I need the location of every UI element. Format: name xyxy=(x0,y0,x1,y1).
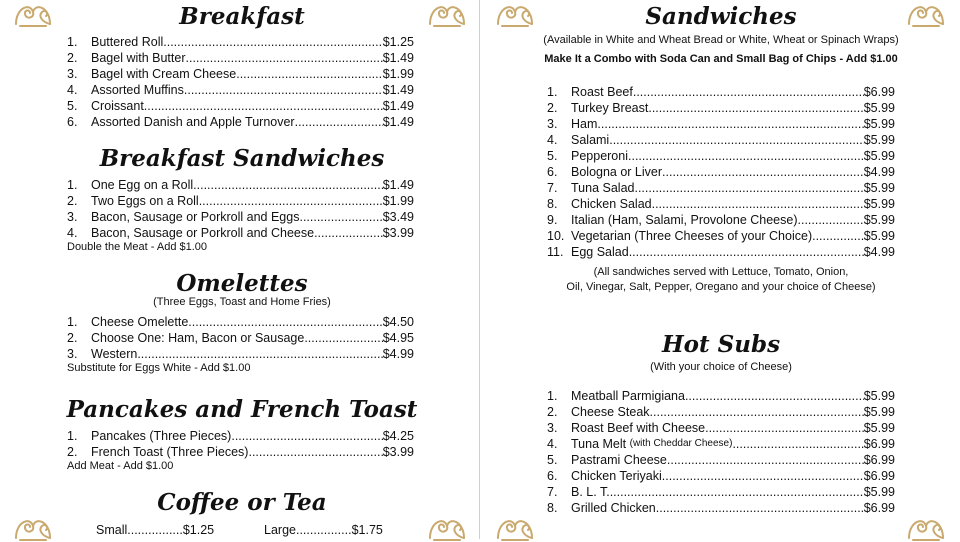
item-name: Meatball Parmigiana xyxy=(571,389,685,403)
item-price: $5.99 xyxy=(863,117,895,131)
item-price: $5.99 xyxy=(863,213,895,227)
item-number: 1. xyxy=(547,389,558,403)
leader-dots xyxy=(597,116,863,132)
leader-dots xyxy=(199,193,383,209)
leader-dots xyxy=(628,148,864,164)
item-price: $6.99 xyxy=(863,437,895,451)
hot-subs-title: Hot Subs xyxy=(661,331,781,358)
item-name: B. L. T. xyxy=(571,485,610,499)
menu-item xyxy=(67,444,414,460)
item-detail: (with Cheddar Cheese) xyxy=(629,438,733,449)
leader-dots xyxy=(314,225,383,241)
item-name: Ham xyxy=(571,117,598,131)
menu-item xyxy=(547,436,895,452)
item-number: 1. xyxy=(67,429,78,443)
item-price: $1.99 xyxy=(382,67,414,81)
leader-dots xyxy=(295,114,383,130)
pancakes-note: Add Meat - Add $1.00 xyxy=(67,460,174,472)
item-number: 7. xyxy=(547,485,558,499)
coffee-small-price: $1.25 xyxy=(182,523,215,537)
item-number: 2. xyxy=(547,405,558,419)
sandwiches-list xyxy=(547,84,895,260)
menu-item xyxy=(67,34,414,50)
item-price: $5.99 xyxy=(863,101,895,115)
leader-dots xyxy=(144,98,383,114)
menu-item xyxy=(547,84,895,100)
leader-dots xyxy=(662,164,864,180)
omelettes-list xyxy=(67,314,414,362)
sandwiches-combo-note: Make It a Combo with Soda Can and Small Bag of Chips - Add $1.00 xyxy=(544,53,898,65)
menu-item xyxy=(67,193,414,209)
coffee-small-row xyxy=(96,523,214,537)
coffee-large-row xyxy=(264,523,383,537)
leader-dots xyxy=(163,34,382,50)
item-price: $5.99 xyxy=(863,485,895,499)
leader-dots xyxy=(656,500,864,516)
item-number: 5. xyxy=(67,99,78,113)
item-number: 3. xyxy=(67,67,78,81)
item-name: Pancakes (Three Pieces) xyxy=(91,429,232,443)
sandwiches-subtitle: (Available in White and Wheat Bread or White, Wheat or Spinach Wraps) xyxy=(543,34,899,46)
item-number: 3. xyxy=(547,117,558,131)
leader-dots xyxy=(667,452,864,468)
item-price: $1.49 xyxy=(382,178,414,192)
item-number: 6. xyxy=(67,115,78,129)
leader-dots xyxy=(732,436,863,452)
item-price: $6.99 xyxy=(863,469,895,483)
breakfast-sandwiches-title: Breakfast Sandwiches xyxy=(99,145,385,172)
item-price: $1.49 xyxy=(382,115,414,129)
ornament-icon xyxy=(494,512,536,542)
item-name: Egg Salad xyxy=(571,245,629,259)
breakfast-list xyxy=(67,34,414,130)
leader-dots xyxy=(629,244,864,260)
item-number: 4. xyxy=(547,133,558,147)
menu-item xyxy=(547,116,895,132)
leader-dots xyxy=(186,50,383,66)
item-number: 2. xyxy=(67,51,78,65)
item-name: Bacon, Sausage or Porkroll and Eggs xyxy=(91,210,300,224)
item-name: Tuna Salad xyxy=(571,181,635,195)
item-price: $4.95 xyxy=(382,331,414,345)
leader-dots xyxy=(685,388,864,404)
leader-dots xyxy=(184,82,383,98)
leader-dots xyxy=(705,420,864,436)
leader-dots xyxy=(236,66,383,82)
menu-item xyxy=(67,314,414,330)
item-number: 4. xyxy=(67,83,78,97)
item-number: 1. xyxy=(67,35,78,49)
item-price: $5.99 xyxy=(863,197,895,211)
item-number: 10. xyxy=(547,229,565,243)
item-number: 3. xyxy=(547,421,558,435)
item-number: 2. xyxy=(67,194,78,208)
item-price: $3.49 xyxy=(382,210,414,224)
item-name: Roast Beef xyxy=(571,85,633,99)
item-name: Choose One: Ham, Bacon or Sausage xyxy=(91,331,305,345)
item-name: Pastrami Cheese xyxy=(571,453,667,467)
menu-item xyxy=(67,114,414,130)
menu-item xyxy=(67,330,414,346)
menu-item xyxy=(547,244,895,260)
leader-dots xyxy=(609,132,864,148)
omelettes-subtitle: (Three Eggs, Toast and Home Fries) xyxy=(153,296,331,308)
omelettes-note: Substitute for Eggs White - Add $1.00 xyxy=(67,362,251,374)
item-name: Salami xyxy=(571,133,610,147)
sandwiches-footer-2: Oil, Vinegar, Salt, Pepper, Oregano and your choice of Cheese) xyxy=(566,281,876,293)
left-menu-page xyxy=(0,0,480,539)
menu-item xyxy=(547,420,895,436)
item-number: 8. xyxy=(547,501,558,515)
menu-item xyxy=(547,196,895,212)
leader-dots xyxy=(193,177,383,193)
item-name: Chicken Teriyaki xyxy=(571,469,662,483)
coffee-large-price: $1.75 xyxy=(351,523,383,537)
item-price: $6.99 xyxy=(863,501,895,515)
item-number: 4. xyxy=(67,226,78,240)
item-name: Bologna or Liver xyxy=(571,165,663,179)
item-name: Assorted Danish and Apple Turnover xyxy=(91,115,295,129)
right-menu-page xyxy=(480,0,960,539)
leader-dots xyxy=(137,346,382,362)
item-price: $1.49 xyxy=(382,99,414,113)
leader-dots xyxy=(648,100,863,116)
item-number: 1. xyxy=(547,85,558,99)
leader-dots xyxy=(610,484,864,500)
leader-dots xyxy=(662,468,864,484)
menu-item xyxy=(547,404,895,420)
menu-item xyxy=(67,209,414,225)
item-name: Assorted Muffins xyxy=(91,83,184,97)
menu-item xyxy=(67,428,414,444)
item-price: $5.99 xyxy=(863,181,895,195)
item-name: Cheese Steak xyxy=(571,405,650,419)
item-number: 2. xyxy=(67,445,78,459)
item-number: 2. xyxy=(67,331,78,345)
ornament-icon xyxy=(12,512,54,542)
menu-item xyxy=(67,225,414,241)
item-number: 2. xyxy=(547,101,558,115)
menu-item xyxy=(547,452,895,468)
item-name: Croissant xyxy=(91,99,144,113)
item-number: 9. xyxy=(547,213,558,227)
item-price: $3.99 xyxy=(382,445,414,459)
leader-dots xyxy=(299,209,382,225)
item-number: 3. xyxy=(67,347,78,361)
leader-dots xyxy=(812,228,864,244)
item-price: $6.99 xyxy=(863,85,895,99)
item-name: Bacon, Sausage or Porkroll and Cheese xyxy=(91,226,315,240)
item-name: Cheese Omelette xyxy=(91,315,189,329)
menu-item xyxy=(547,100,895,116)
item-number: 6. xyxy=(547,165,558,179)
item-price: $5.99 xyxy=(863,421,895,435)
hot-subs-list xyxy=(547,388,895,516)
item-number: 4. xyxy=(547,437,558,451)
sandwiches-footer-1: (All sandwiches served with Lettuce, Tomato, Onion, xyxy=(593,266,849,278)
menu-item xyxy=(67,50,414,66)
leader-dots xyxy=(633,84,864,100)
item-name: Western xyxy=(91,347,138,361)
item-name: Bagel with Cream Cheese xyxy=(91,67,237,81)
item-price: $1.99 xyxy=(382,194,414,208)
item-number: 6. xyxy=(547,469,558,483)
item-price: $4.99 xyxy=(382,347,414,361)
item-name: Pepperoni xyxy=(571,149,628,163)
menu-item xyxy=(547,388,895,404)
leader-dots xyxy=(188,314,382,330)
item-price: $3.99 xyxy=(382,226,414,240)
item-number: 1. xyxy=(67,315,78,329)
hot-subs-subtitle: (With your choice of Cheese) xyxy=(650,361,792,373)
item-price: $4.50 xyxy=(382,315,414,329)
item-price: $1.49 xyxy=(382,83,414,97)
menu-item xyxy=(67,82,414,98)
item-number: 8. xyxy=(547,197,558,211)
pancakes-title: Pancakes and French Toast xyxy=(66,396,418,423)
item-name: Roast Beef with Cheese xyxy=(571,421,706,435)
item-name: Bagel with Butter xyxy=(91,51,186,65)
item-number: 3. xyxy=(67,210,78,224)
menu-item xyxy=(547,132,895,148)
leader-dots xyxy=(652,196,864,212)
leader-dots xyxy=(650,404,864,420)
item-price: $1.25 xyxy=(382,35,414,49)
pancakes-list xyxy=(67,428,414,460)
leader-dots xyxy=(248,444,382,460)
leader-dots xyxy=(798,212,864,228)
breakfast-sandwiches-note: Double the Meat - Add $1.00 xyxy=(67,241,208,253)
menu-item xyxy=(547,500,895,516)
item-price: $4.99 xyxy=(863,245,895,259)
item-price: $5.99 xyxy=(863,389,895,403)
menu-item xyxy=(547,180,895,196)
sandwiches-title: Sandwiches xyxy=(645,3,797,30)
menu-item xyxy=(547,148,895,164)
leader-dots xyxy=(231,428,382,444)
coffee-large-label: Large xyxy=(264,523,296,537)
item-price: $4.25 xyxy=(382,429,414,443)
item-price: $5.99 xyxy=(863,133,895,147)
item-price: $5.99 xyxy=(863,405,895,419)
item-price: $5.99 xyxy=(863,229,895,243)
item-price: $1.49 xyxy=(382,51,414,65)
leader-dots xyxy=(304,330,382,346)
item-price: $5.99 xyxy=(863,149,895,163)
item-name: Chicken Salad xyxy=(571,197,652,211)
item-number: 7. xyxy=(547,181,558,195)
item-name: Grilled Chicken xyxy=(571,501,656,515)
item-number: 11. xyxy=(547,245,564,259)
item-name: French Toast (Three Pieces) xyxy=(91,445,249,459)
coffee-title: Coffee or Tea xyxy=(157,489,327,516)
item-name: Italian (Ham, Salami, Provolone Cheese) xyxy=(571,213,798,227)
item-name: Tuna Melt xyxy=(571,437,627,451)
item-number: 5. xyxy=(547,453,558,467)
breakfast-title: Breakfast xyxy=(179,3,305,30)
item-name: Buttered Roll xyxy=(91,35,164,49)
item-name: Two Eggs on a Roll xyxy=(91,194,199,208)
menu-item xyxy=(67,346,414,362)
ornament-icon xyxy=(426,512,468,542)
omelettes-title: Omelettes xyxy=(176,270,308,297)
item-name: One Egg on a Roll xyxy=(91,178,194,192)
item-name: Vegetarian (Three Cheeses of your Choice) xyxy=(571,229,813,243)
item-number: 1. xyxy=(67,178,78,192)
breakfast-sandwiches-list xyxy=(67,177,414,241)
item-price: $4.99 xyxy=(863,165,895,179)
menu-item xyxy=(547,212,895,228)
menu-item xyxy=(67,66,414,82)
menu-item xyxy=(547,484,895,500)
menu-item xyxy=(547,228,895,244)
item-number: 5. xyxy=(547,149,558,163)
ornament-icon xyxy=(905,512,947,542)
menu-item xyxy=(67,177,414,193)
coffee-small-label: Small xyxy=(96,523,128,537)
leader-dots xyxy=(634,180,863,196)
menu-item xyxy=(547,164,895,180)
item-name: Turkey Breast xyxy=(571,101,649,115)
menu-item xyxy=(67,98,414,114)
menu-item xyxy=(547,468,895,484)
item-price: $6.99 xyxy=(863,453,895,467)
